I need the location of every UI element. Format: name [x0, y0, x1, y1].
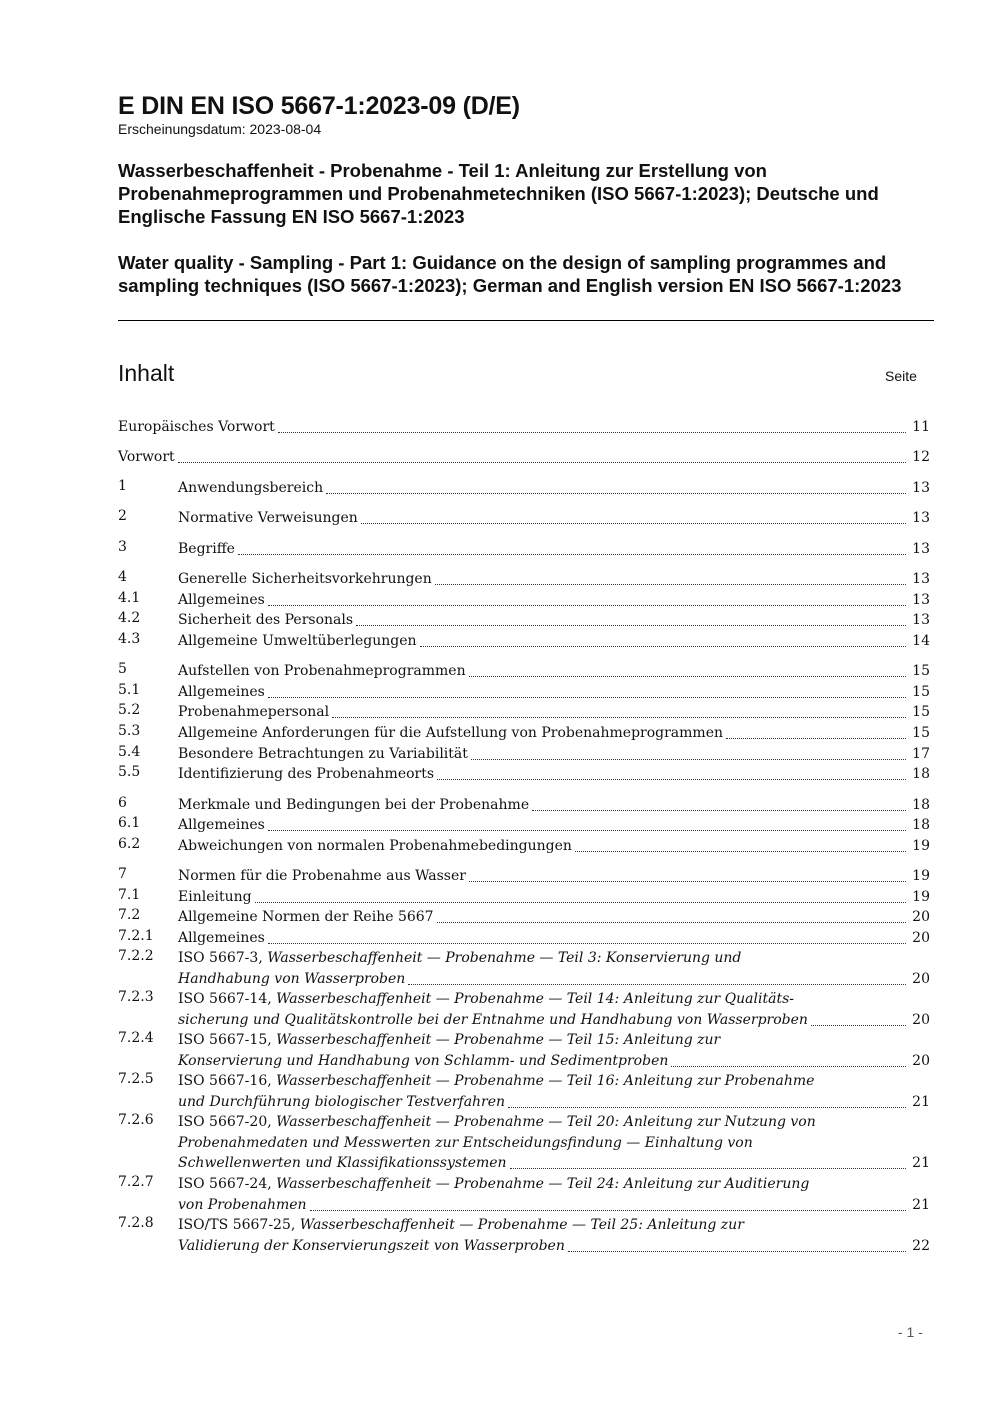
toc-entry-title: Allgemeine Normen der Reihe 5667: [178, 909, 434, 925]
toc-entry-number: 4: [118, 569, 127, 585]
dot-leader: [356, 624, 906, 626]
dot-leader: [268, 696, 906, 698]
title-divider: [118, 320, 934, 321]
page-number: - 1 -: [898, 1324, 923, 1340]
toc-entry-title: Europäisches Vorwort: [118, 419, 275, 435]
dot-leader: [811, 1024, 906, 1026]
toc-entry-page: 13: [912, 612, 930, 628]
toc-entry-page: 12: [912, 449, 930, 465]
dot-leader: [326, 492, 906, 494]
toc-entry[interactable]: [118, 989, 930, 1030]
toc-entry-title: Vorwort: [118, 449, 175, 465]
toc-entry[interactable]: [118, 539, 930, 560]
title-german: Wasserbeschaffenheit - Probenahme - Teil 1: Anleitung zur Erstellung von Probenahmeprogrammen und Probenahmetechniken (ISO 5667-1:2023); Deutsche und Englische Fassung EN ISO 5667-1:2023: [118, 160, 879, 227]
toc-entry-title: Schwellenwerten und Klassifikationssystemen: [178, 1155, 507, 1171]
toc-entry[interactable]: [118, 928, 930, 949]
dot-leader: [471, 758, 906, 760]
toc-entry[interactable]: [118, 1030, 930, 1071]
dot-leader: [255, 901, 906, 903]
toc-entry-page: 13: [912, 480, 930, 496]
toc-entry-title: ISO 5667-24,: [178, 1176, 277, 1192]
toc-entry[interactable]: [118, 417, 930, 438]
toc-entry-title: Validierung der Konservierungszeit von Wasserproben: [178, 1237, 565, 1254]
toc-entry-page: 14: [912, 633, 930, 649]
toc-entry-number: 4.2: [118, 610, 141, 626]
toc-entry-title: ISO 5667-3,: [178, 950, 268, 966]
toc-entry-title: Wasserbeschaffenheit — Probenahme — Teil 14: Anleitung zur Qualitäts-: [276, 991, 794, 1007]
dot-leader: [278, 431, 906, 433]
toc-entry-title: Wasserbeschaffenheit — Probenahme — Teil 3: Konservierung und: [267, 950, 742, 966]
dot-leader: [268, 829, 906, 831]
toc-entry-title: Allgemeine Anforderungen für die Aufstellung von Probenahmeprogrammen: [178, 725, 724, 741]
toc-entry-title: Abweichungen von normalen Probenahmebedingungen: [178, 838, 572, 854]
toc-entry[interactable]: [118, 744, 930, 765]
toc-entry-number: 5.2: [118, 702, 141, 718]
toc-entry-page: 13: [912, 541, 930, 557]
toc-entry-number: 2: [118, 508, 127, 524]
toc-entry-title: Allgemeines: [178, 817, 265, 833]
dot-leader: [437, 778, 906, 780]
toc-entry-page: 13: [912, 571, 930, 587]
toc-entry[interactable]: [118, 631, 930, 652]
toc-entry-page: 20: [912, 1052, 930, 1069]
toc-entry-page: 11: [912, 419, 930, 435]
toc-entry[interactable]: [118, 866, 930, 887]
toc-entry-title: Sicherheit des Personals: [178, 612, 354, 628]
toc-entry-number: 7: [118, 866, 127, 882]
toc-entry[interactable]: [118, 610, 930, 631]
toc-entry-page: 19: [912, 889, 930, 905]
toc-entry-number: 7.2.3: [118, 989, 154, 1005]
toc-entry-title: sicherung und Qualitätskontrolle bei der Entnahme und Handhabung von Wasserproben: [178, 1011, 808, 1028]
toc-entry-page: 15: [912, 684, 930, 700]
toc-entry-number: 1: [118, 478, 127, 494]
toc-entry-title: Besondere Betrachtungen zu Variabilität: [178, 746, 468, 762]
dot-leader: [469, 675, 906, 677]
toc-entry[interactable]: [118, 702, 930, 723]
toc-entry-title: ISO/TS 5667-25,: [178, 1217, 300, 1233]
toc-entry-page: 13: [912, 592, 930, 608]
toc-entry[interactable]: [118, 569, 930, 590]
toc-entry-title: Allgemeines: [178, 684, 265, 700]
publication-date: Erscheinungsdatum: 2023-08-04: [118, 121, 322, 137]
toc-entry[interactable]: [118, 478, 930, 499]
toc-entry-page: 15: [912, 725, 930, 741]
dot-leader: [671, 1065, 906, 1067]
toc-entry[interactable]: [118, 661, 930, 682]
toc-entry-title: Merkmale und Bedingungen bei der Probenahme: [178, 797, 530, 813]
toc-entry-title: ISO 5667-16,: [178, 1073, 277, 1089]
toc-entry-page: 20: [912, 909, 930, 925]
toc-entry-page: 21: [912, 1196, 930, 1213]
toc-entry-page: 15: [912, 663, 930, 679]
toc-entry[interactable]: [118, 1174, 930, 1215]
toc-entry[interactable]: [118, 1215, 930, 1256]
toc-entry-title: ISO 5667-14,: [178, 991, 277, 1007]
toc-entry-number: 7.2.1: [118, 928, 154, 944]
toc-entry-page: 18: [912, 797, 930, 813]
toc-entry-number: 7.2.4: [118, 1030, 154, 1046]
toc-entry-title: Identifizierung des Probenahmeorts: [178, 766, 435, 782]
dot-leader: [568, 1250, 906, 1252]
toc-entry-page: 15: [912, 704, 930, 720]
toc-entry-number: 5.5: [118, 764, 141, 780]
toc-entry[interactable]: [118, 1112, 930, 1174]
toc-entry-page: 20: [912, 1011, 930, 1028]
toc-entry-title: Aufstellen von Probenahmeprogrammen: [178, 663, 466, 679]
toc-entry[interactable]: [118, 948, 930, 989]
toc-entry-title: Wasserbeschaffenheit — Probenahme — Teil 15: Anleitung zur: [276, 1032, 721, 1048]
toc-entry[interactable]: [118, 1071, 930, 1112]
toc-entry-number: 5.3: [118, 723, 141, 739]
dot-leader: [310, 1209, 906, 1211]
toc-entry-title: Konservierung und Handhabung von Schlamm- und Sedimentproben: [178, 1052, 669, 1069]
toc-entry-page: 17: [912, 746, 930, 762]
toc-entry-number: 6.1: [118, 815, 141, 831]
toc-entry-page: 19: [912, 868, 930, 884]
dot-leader: [510, 1167, 906, 1169]
title-english: Water quality - Sampling - Part 1: Guidance on the design of sampling programmes and sampling techniques (ISO 5667-1:2023); German and English version EN ISO 5667-1:2023: [118, 252, 902, 296]
toc-entry-number: 5: [118, 661, 127, 677]
toc-entry[interactable]: [118, 795, 930, 816]
toc-entry[interactable]: [118, 764, 930, 785]
toc-entry[interactable]: [118, 723, 930, 744]
toc-entry-title: Wasserbeschaffenheit — Probenahme — Teil 24: Anleitung zur Auditierung: [276, 1176, 810, 1192]
toc-heading: Inhalt: [118, 360, 175, 386]
toc-entry-title: Allgemeine Umweltüberlegungen: [178, 633, 417, 649]
toc-entry-number: 6: [118, 795, 127, 811]
dot-leader: [435, 583, 906, 585]
dot-leader: [508, 1106, 906, 1108]
toc-entry[interactable]: [118, 590, 930, 611]
toc-entry-page: 13: [912, 510, 930, 526]
toc-entry-title: Anwendungsbereich: [178, 480, 324, 496]
toc-entry-page: 20: [912, 930, 930, 946]
toc-entry-title: Probenahmepersonal: [178, 704, 330, 720]
toc-entry-page: 18: [912, 766, 930, 782]
toc-entry-number: 7.2.6: [118, 1112, 154, 1128]
document-id: E DIN EN ISO 5667-1:2023-09 (D/E): [118, 92, 520, 120]
toc-entry-title: Wasserbeschaffenheit — Probenahme — Teil 25: Anleitung zur: [299, 1217, 744, 1233]
toc-entry-page: 21: [912, 1155, 930, 1171]
toc-entry-title: Generelle Sicherheitsvorkehrungen: [178, 571, 432, 587]
toc-entry-number: 6.2: [118, 836, 141, 852]
toc-entry-number: 5.4: [118, 744, 141, 760]
toc-entry-number: 4.1: [118, 590, 141, 606]
toc-entry-number: 7.1: [118, 887, 141, 903]
dot-leader: [361, 522, 906, 524]
dot-leader: [532, 809, 906, 811]
dot-leader: [332, 716, 906, 718]
toc-entry-number: 5.1: [118, 682, 141, 698]
dot-leader: [437, 921, 906, 923]
toc-entry[interactable]: [118, 907, 930, 928]
toc-entry[interactable]: [118, 887, 930, 908]
toc-entry-title: Allgemeines: [178, 592, 265, 608]
dot-leader: [178, 461, 906, 463]
dot-leader: [469, 880, 906, 882]
toc-entry-page: 19: [912, 838, 930, 854]
toc-entry[interactable]: [118, 508, 930, 529]
toc-entry-page: 21: [912, 1093, 930, 1110]
toc-entry-title: Einleitung: [178, 889, 252, 905]
dot-leader: [726, 737, 906, 739]
toc-entry[interactable]: [118, 682, 930, 703]
toc-entry-title: Normative Verweisungen: [178, 510, 358, 526]
toc-entry-number: 4.3: [118, 631, 141, 647]
toc-entry-number: 7.2.8: [118, 1215, 154, 1231]
toc-entry-title: ISO 5667-15,: [178, 1032, 277, 1048]
toc-entry-title: Handhabung von Wasserproben: [178, 970, 406, 987]
toc-entry[interactable]: [118, 447, 930, 468]
toc-entry-number: 7.2.7: [118, 1174, 154, 1190]
toc-entry-title: Probenahmedaten und Messwerten zur Entscheidungsfindung — Einhaltung von: [178, 1134, 753, 1151]
toc-entry-title: Allgemeines: [178, 930, 265, 946]
dot-leader: [408, 983, 906, 985]
toc-entry-title: Wasserbeschaffenheit — Probenahme — Teil 16: Anleitung zur Probenahme: [276, 1073, 815, 1089]
toc-entry-title: und Durchführung biologischer Testverfahren: [178, 1093, 506, 1110]
toc-entry[interactable]: [118, 836, 930, 857]
toc-entry-number: 7.2.2: [118, 948, 154, 964]
toc-entry-title: Begriffe: [178, 541, 235, 557]
dot-leader: [268, 604, 906, 606]
toc-entry-number: 7.2.5: [118, 1071, 154, 1087]
toc-entry-page: 22: [912, 1237, 930, 1254]
toc-entry[interactable]: [118, 815, 930, 836]
toc-page-column-label: Seite: [885, 368, 917, 384]
dot-leader: [575, 850, 906, 852]
toc-entry-title: von Probenahmen: [178, 1196, 307, 1213]
toc-entry-page: 20: [912, 970, 930, 987]
toc-entry-number: 7.2: [118, 907, 141, 923]
toc-entry-number: 3: [118, 539, 127, 555]
toc-entry-title: ISO 5667-20,: [178, 1114, 277, 1130]
dot-leader: [268, 942, 906, 944]
toc-entry-title: Normen für die Probenahme aus Wasser: [178, 868, 466, 884]
toc-entry-page: 18: [912, 817, 930, 833]
dot-leader: [420, 645, 906, 647]
dot-leader: [238, 553, 906, 555]
toc-entry-title: Wasserbeschaffenheit — Probenahme — Teil 20: Anleitung zur Nutzung von: [276, 1114, 816, 1130]
